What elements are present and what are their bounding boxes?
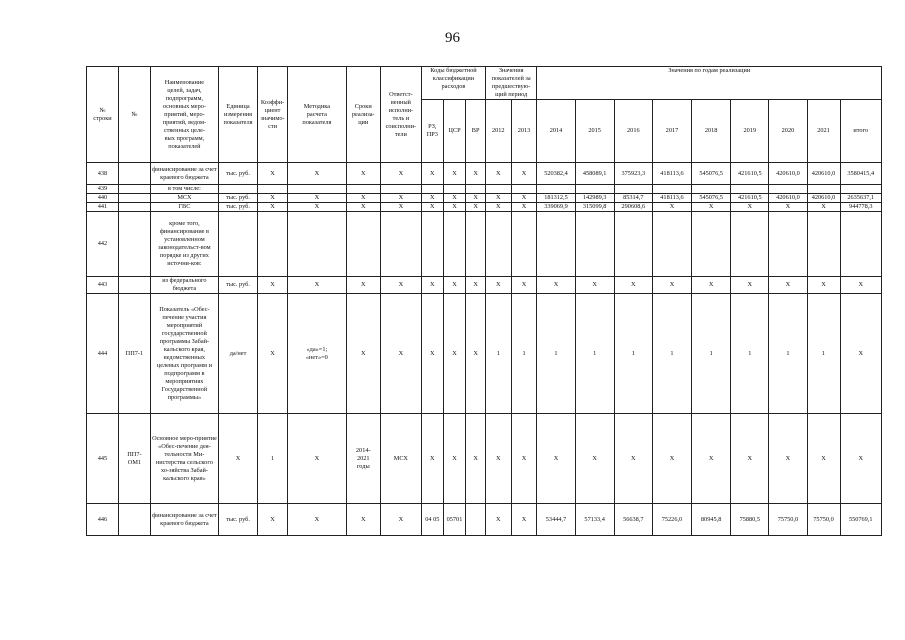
table-body (87, 163, 882, 536)
unit-cell: тыс. руб. (218, 163, 257, 185)
prev-year-cell: X (485, 194, 511, 203)
year-value-cell: 1 (692, 294, 731, 414)
year-value-cell: 1 (652, 294, 691, 414)
row-number-cell: 445 (87, 414, 119, 504)
total-cell (840, 212, 882, 277)
year-value-cell: X (731, 414, 769, 504)
year-value-cell: 1 (807, 294, 840, 414)
coef-cell: X (258, 294, 288, 414)
code-rz-cell: X (422, 163, 444, 185)
terms-cell: X (346, 277, 380, 294)
row-number-cell: 439 (87, 185, 119, 194)
terms-cell: X (346, 194, 380, 203)
terms-cell: X (346, 294, 380, 414)
prev-year-cell: X (511, 414, 537, 504)
executor-cell (380, 212, 421, 277)
year-value-cell: 75750,0 (807, 504, 840, 536)
executor-cell: X (380, 277, 421, 294)
code-rz-cell: X (422, 203, 444, 212)
method-cell: «да»=1; «нет»=0 (288, 294, 347, 414)
row-number-cell: 438 (87, 163, 119, 185)
header-total: итого (840, 100, 882, 163)
code-vr-cell (466, 185, 486, 194)
prev-year-cell: 1 (485, 294, 511, 414)
header-year: 2021 (807, 100, 840, 163)
coef-cell: X (258, 504, 288, 536)
year-value-cell: X (692, 203, 731, 212)
header-executor: Ответст- венный исполни- тель и соисполни- тели (380, 67, 421, 163)
year-value-cell: 375923,3 (614, 163, 652, 185)
prev-year-cell: X (485, 163, 511, 185)
year-value-cell (692, 185, 731, 194)
page-number: 96 (445, 30, 460, 46)
unit-cell (218, 185, 257, 194)
header-row-no: № строки (87, 67, 119, 163)
unit-cell: тыс. руб. (218, 277, 257, 294)
code-cell (118, 203, 150, 212)
year-value-cell: 75226,0 (652, 504, 691, 536)
year-value-cell: 545076,5 (692, 194, 731, 203)
year-value-cell (537, 212, 575, 277)
table-row (87, 185, 882, 194)
header-coef: Коэффи- циент значимо- сти (258, 67, 288, 163)
year-value-cell: 1 (769, 294, 807, 414)
row-number-cell: 441 (87, 203, 119, 212)
terms-cell (346, 185, 380, 194)
terms-cell (346, 212, 380, 277)
year-value-cell: X (731, 277, 769, 294)
header-no: № (118, 67, 150, 163)
unit-cell: да/нет (218, 294, 257, 414)
prev-year-cell: X (511, 277, 537, 294)
header-terms: Сроки реализа- ции (346, 67, 380, 163)
year-value-cell: 421610,5 (731, 194, 769, 203)
year-value-cell: 458089,1 (575, 163, 614, 185)
header-prev-year: 2012 (485, 100, 511, 163)
prev-year-cell (511, 212, 537, 277)
method-cell (288, 212, 347, 277)
code-vr-cell: X (466, 277, 486, 294)
year-value-cell: X (807, 414, 840, 504)
header-year: 2018 (692, 100, 731, 163)
name-cell: кроме того, финансирование в установленном законодательст-вом порядке из других источни-ков: (150, 212, 218, 277)
year-value-cell: X (537, 414, 575, 504)
year-value-cell: 545076,5 (692, 163, 731, 185)
row-number-cell: 442 (87, 212, 119, 277)
executor-cell: X (380, 194, 421, 203)
header-year: 2014 (537, 100, 575, 163)
prev-year-cell: X (511, 504, 537, 536)
code-cell (118, 504, 150, 536)
total-cell: X (840, 277, 882, 294)
header-code-rz: РЗ, ПР3 (422, 100, 444, 163)
header-year: 2020 (769, 100, 807, 163)
header-year: 2015 (575, 100, 614, 163)
prev-year-cell (511, 185, 537, 194)
year-value-cell (614, 212, 652, 277)
code-vr-cell: X (466, 194, 486, 203)
code-csr-cell: X (443, 203, 466, 212)
method-cell: X (288, 194, 347, 203)
unit-cell (218, 212, 257, 277)
year-value-cell (807, 185, 840, 194)
header-year-values: Значения по годам реализации (537, 67, 882, 100)
code-csr-cell: X (443, 194, 466, 203)
year-value-cell: 339069,9 (537, 203, 575, 212)
header-code-vr: ВР (466, 100, 486, 163)
code-cell (118, 194, 150, 203)
prev-year-cell: X (485, 414, 511, 504)
code-csr-cell: 05701 (443, 504, 466, 536)
unit-cell: X (218, 414, 257, 504)
unit-cell: тыс. руб. (218, 203, 257, 212)
executor-cell: X (380, 163, 421, 185)
code-rz-cell: X (422, 194, 444, 203)
total-cell (840, 185, 882, 194)
header-prev-year: 2013 (511, 100, 537, 163)
code-vr-cell: X (466, 414, 486, 504)
year-value-cell: X (652, 277, 691, 294)
year-value-cell: X (692, 414, 731, 504)
coef-cell: 1 (258, 414, 288, 504)
row-number-cell: 440 (87, 194, 119, 203)
year-value-cell: 420610,0 (769, 163, 807, 185)
prev-year-cell: X (485, 277, 511, 294)
prev-year-cell: X (511, 203, 537, 212)
method-cell: X (288, 163, 347, 185)
year-value-cell (731, 185, 769, 194)
table-row (87, 203, 882, 212)
prev-year-cell: X (485, 504, 511, 536)
name-cell: финансирование за счет краевого бюджета (150, 163, 218, 185)
year-value-cell: X (769, 277, 807, 294)
year-value-cell: 418113,6 (652, 163, 691, 185)
terms-cell: X (346, 504, 380, 536)
year-value-cell: 181312,5 (537, 194, 575, 203)
code-cell: ПП7-1 (118, 294, 150, 414)
header-year: 2019 (731, 100, 769, 163)
year-value-cell: X (537, 277, 575, 294)
table-row (87, 504, 882, 536)
name-cell: в том числе: (150, 185, 218, 194)
table-row (87, 277, 882, 294)
header-unit: Единица измерения показателя (218, 67, 257, 163)
year-value-cell: 85314,7 (614, 194, 652, 203)
year-value-cell: 418113,6 (652, 194, 691, 203)
year-value-cell: 315099,8 (575, 203, 614, 212)
executor-cell: X (380, 294, 421, 414)
year-value-cell: X (652, 414, 691, 504)
table-row (87, 194, 882, 203)
year-value-cell (807, 212, 840, 277)
method-cell: X (288, 414, 347, 504)
year-value-cell (731, 212, 769, 277)
code-cell (118, 212, 150, 277)
total-cell: 3580415,4 (840, 163, 882, 185)
year-value-cell: X (614, 414, 652, 504)
year-value-cell: X (575, 414, 614, 504)
coef-cell (258, 185, 288, 194)
year-value-cell: 420610,0 (807, 163, 840, 185)
executor-cell (380, 185, 421, 194)
executor-cell: X (380, 504, 421, 536)
name-cell: из федерального бюджета (150, 277, 218, 294)
name-cell: ГВС (150, 203, 218, 212)
total-cell: 944778,3 (840, 203, 882, 212)
coef-cell (258, 212, 288, 277)
row-number-cell: 443 (87, 277, 119, 294)
code-vr-cell: X (466, 163, 486, 185)
year-value-cell (652, 212, 691, 277)
year-value-cell: 1 (537, 294, 575, 414)
code-csr-cell: X (443, 163, 466, 185)
year-value-cell: X (807, 203, 840, 212)
total-cell: X (840, 294, 882, 414)
year-value-cell: X (652, 203, 691, 212)
code-cell (118, 163, 150, 185)
header-prev-values: Значения показателей за предшествую- щий период (485, 67, 537, 100)
coef-cell: X (258, 277, 288, 294)
year-value-cell: X (575, 277, 614, 294)
prev-year-cell: 1 (511, 294, 537, 414)
executor-cell: X (380, 203, 421, 212)
year-value-cell (614, 185, 652, 194)
method-cell (288, 185, 347, 194)
year-value-cell (652, 185, 691, 194)
executor-cell: МСХ (380, 414, 421, 504)
code-csr-cell: X (443, 277, 466, 294)
total-cell: 550769,1 (840, 504, 882, 536)
prev-year-cell: X (511, 194, 537, 203)
code-vr-cell (466, 212, 486, 277)
budget-table (86, 66, 882, 536)
code-rz-cell: X (422, 414, 444, 504)
year-value-cell (692, 212, 731, 277)
year-value-cell: 520382,4 (537, 163, 575, 185)
code-csr-cell (443, 212, 466, 277)
name-cell: Показатель «Обес-печение участия мероприятий государственной программы Забай-кальского края, ведомственных целевых программ и подпрограмм в мероприятиях Государственной программы» (150, 294, 218, 414)
year-value-cell: 1 (575, 294, 614, 414)
coef-cell: X (258, 194, 288, 203)
coef-cell: X (258, 203, 288, 212)
header-method: Методика расчета показателя (288, 67, 347, 163)
prev-year-cell: X (485, 203, 511, 212)
year-value-cell: 142989,3 (575, 194, 614, 203)
year-value-cell: 290608,6 (614, 203, 652, 212)
year-value-cell: X (769, 414, 807, 504)
year-value-cell (769, 212, 807, 277)
total-cell: X (840, 414, 882, 504)
terms-cell: 2014- 2021 годы (346, 414, 380, 504)
unit-cell: тыс. руб. (218, 194, 257, 203)
code-cell (118, 277, 150, 294)
year-value-cell: 420610,0 (769, 194, 807, 203)
code-vr-cell (466, 504, 486, 536)
year-value-cell (537, 185, 575, 194)
table-row (87, 163, 882, 185)
code-cell: ПП7- ОМ1 (118, 414, 150, 504)
code-cell (118, 185, 150, 194)
year-value-cell: 57133,4 (575, 504, 614, 536)
year-value-cell: X (692, 277, 731, 294)
code-rz-cell: X (422, 294, 444, 414)
row-number-cell: 446 (87, 504, 119, 536)
year-value-cell: 1 (731, 294, 769, 414)
row-number-cell: 444 (87, 294, 119, 414)
header-year: 2016 (614, 100, 652, 163)
year-value-cell (575, 212, 614, 277)
name-cell: МСХ (150, 194, 218, 203)
name-cell: финансирование за счет краевого бюджета (150, 504, 218, 536)
header-code-csr: ЦСР (443, 100, 466, 163)
code-rz-cell: X (422, 277, 444, 294)
year-value-cell: 75750,0 (769, 504, 807, 536)
code-csr-cell (443, 185, 466, 194)
total-cell: 2635637,1 (840, 194, 882, 203)
year-value-cell: X (769, 203, 807, 212)
table-row (87, 414, 882, 504)
year-value-cell: 1 (614, 294, 652, 414)
year-value-cell: 53444,7 (537, 504, 575, 536)
header-budget-codes: Коды бюджетной классификации расходов (422, 67, 486, 100)
year-value-cell: 421610,5 (731, 163, 769, 185)
code-csr-cell: X (443, 414, 466, 504)
prev-year-cell (485, 212, 511, 277)
header-year: 2017 (652, 100, 691, 163)
year-value-cell: 420610,0 (807, 194, 840, 203)
name-cell: Основное меро-приятие «Обес-печение дея-тельности Ми-нистерства сельского хо-зяйства Забай-кальского края» (150, 414, 218, 504)
year-value-cell (575, 185, 614, 194)
year-value-cell: X (807, 277, 840, 294)
table-row (87, 294, 882, 414)
header-name: Наименование целей, задач, подпрограмм, основных меро- приятий, меро- приятий, ведом- ственных целе- вых программ, показателей (150, 67, 218, 163)
terms-cell: X (346, 163, 380, 185)
code-vr-cell: X (466, 294, 486, 414)
code-rz-cell (422, 185, 444, 194)
method-cell: X (288, 504, 347, 536)
code-rz-cell (422, 212, 444, 277)
prev-year-cell: X (511, 163, 537, 185)
code-vr-cell: X (466, 203, 486, 212)
year-value-cell: 75880,5 (731, 504, 769, 536)
year-value-cell: 80945,8 (692, 504, 731, 536)
prev-year-cell (485, 185, 511, 194)
year-value-cell: X (614, 277, 652, 294)
unit-cell: тыс. руб. (218, 504, 257, 536)
coef-cell: X (258, 163, 288, 185)
year-value-cell: 56638,7 (614, 504, 652, 536)
year-value-cell (769, 185, 807, 194)
terms-cell: X (346, 203, 380, 212)
code-csr-cell: X (443, 294, 466, 414)
year-value-cell: X (731, 203, 769, 212)
method-cell: X (288, 203, 347, 212)
code-rz-cell: 04 05 (422, 504, 444, 536)
table-row (87, 212, 882, 277)
method-cell: X (288, 277, 347, 294)
